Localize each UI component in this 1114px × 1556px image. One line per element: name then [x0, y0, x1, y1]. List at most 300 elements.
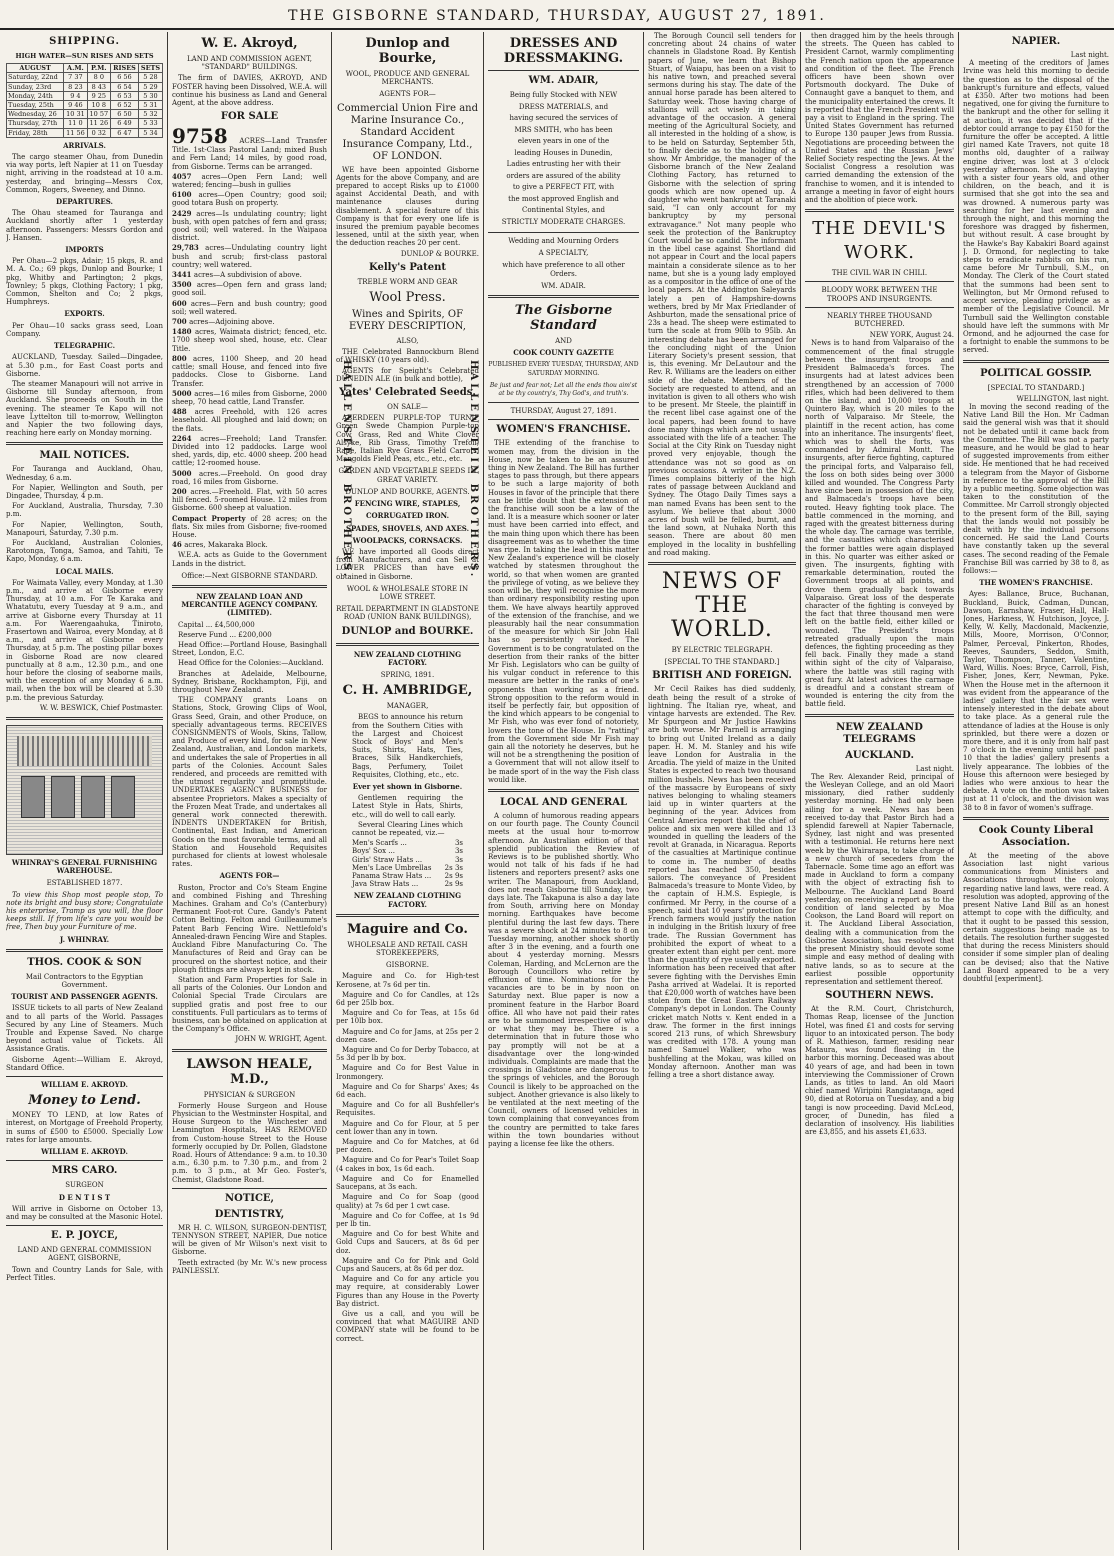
lawson-subheading: PHYSICIAN & SURGEON: [203, 1090, 296, 1099]
land-lot-acres: 9758: [172, 124, 240, 149]
akroyd-money-heading: WILLIAM E. AKROYD.: [41, 1080, 128, 1090]
land-lot: [172, 541, 327, 549]
nz-telegrams-heading: NEW ZEALAND TELEGRAMS: [836, 721, 923, 745]
tide-cell: Sunday, 23rd: [7, 82, 64, 91]
maguire-item: Maguire and Co for Derby Tobacco, at 5s 3d per lb by box.: [336, 1046, 479, 1063]
column-4: [488, 32, 639, 1550]
tide-cell: 8 0: [87, 73, 110, 82]
land-lot-acres: 29,783: [172, 243, 206, 253]
masthead: [0, 4, 1114, 30]
caro-dentist: D E N T I S T: [58, 1192, 111, 1202]
seeds-list: ABERDEEN PURPLE-TOP TURNIP Green Swede Champion Purple-top Cow Grass, Red and White Clover Alsyke, Rib Grass, Timothy Trefoil, Rape, Italian Rye Grass Field Carrots, Mangolds Field Peas, etc., etc., etc.: [336, 414, 479, 464]
land-lot: [172, 390, 327, 406]
dentistry-heading: DENTISTRY,: [214, 1208, 285, 1220]
clearing-price: 2s 3s: [444, 863, 463, 872]
land-lot-acres: 3500: [172, 280, 197, 290]
tide-row: [7, 101, 163, 110]
womens-franchise-vote-heading: THE WOMEN'S FRANCHISE.: [979, 578, 1093, 588]
land-lot-acres: 5000: [172, 468, 199, 478]
imports-heading: IMPORTS: [65, 245, 104, 255]
land-lot-acres: 5000: [172, 388, 195, 398]
local-general-heading: LOCAL AND GENERAL: [499, 796, 628, 808]
land-lot-acres: 700: [172, 317, 190, 327]
tide-cell: 5 33: [138, 119, 162, 128]
clearing-item: Men's Lace Umbrellas: [352, 863, 432, 872]
nzloan-heading: NEW ZEALAND LOAN AND MERCANTILE AGENCY COMPANY. (LIMITED).: [181, 591, 318, 618]
british-foreign-heading: BRITISH AND FOREIGN.: [652, 670, 792, 682]
mail-item: For Auckland, Australian Colonies, Rarotonga, Tonga, Samoa, and Tahiti, Te Kapo, Monday, 6 a.m.: [6, 538, 163, 564]
southern-news-heading: SOUTHERN NEWS.: [825, 990, 934, 1002]
wright-signature: JOHN W. WRIGHT, Agent.: [235, 1035, 327, 1044]
land-lot-acres: 4057: [172, 171, 202, 181]
dresses-heading: DRESSES AND DRESSMAKING.: [503, 36, 624, 66]
adair-lines: [488, 90, 639, 228]
column-rule: [643, 32, 644, 1550]
cook-text: ISSUE tickets to all parts of New Zealand and to all parts of the World. Passages Secured by any Line of Steamers. Much Trouble and Expense Saved. No charge beyond actual value of Tickets. All Assistance Gratis.: [6, 1004, 163, 1054]
womens-franchise-vote-text: Ayes: Ballance, Bruce, Buchanan, Buckland, Buick, Cadman, Duncan, Dawson, Earnshaw, Fraser, Hall, Hall-Jones, Harkness, W. Hutchison, Joyce, J. Kelly, W. Kelly, Macdonald, Mackenzie, Mills, Moore, Morrison, O'Connor, Palmer, Perceval, Pinkerton, Rhodes, Reeves, Saunders, Seddon, Smith, Taylor, Thompson, Tanner, Valentine, Ward, Willis. Noes: Bryce, Carroll, Fish, Fisher, Jones, Kerr, Newman, Pyke. When the House met in the afternoon it was evident from the appearance of the ladies' gallery that the fair sex were intensely interested in the debate about to take place. As a general rule the attendance of ladies at the House is only sprinkled, but there were a dozen or more there, and it is only from half past 7 o'clock in the evening until half past 10 that the ladies' gallery presents a lively appearance. The lobbies of the House this afternoon were besieged by ladies who were anxious to hear the debate. A vote on the motion was taken just at 11 o'clock, and the division was 38 to 8 in favor of women's suffrage.: [963, 590, 1109, 812]
political-gossip-heading: POLITICAL GOSSIP.: [980, 367, 1092, 379]
mail-notices-heading: MAIL NOTICES.: [39, 450, 130, 462]
telegraphic-text: AUCKLAND, Tuesday. Sailed—Dingadee, at 5.30 p.m., for East Coast ports and Gisborne.: [6, 353, 163, 378]
tide-cell: 10 8: [87, 101, 110, 110]
tide-cell: 9 4: [64, 91, 87, 100]
wool-store: WOOL & WHOLESALE STORE IN LOWE STREET.: [346, 584, 469, 601]
adair-line: to give a PERFECT FIT, with: [512, 183, 615, 191]
tide-header-cell: AUGUST: [7, 64, 64, 73]
land-lot-text: acres.—Freehold. On good dray road, 16 miles from Gisborne.: [172, 469, 327, 486]
land-lot-acres: 200: [172, 486, 191, 496]
whinray-warehouse-engraving: [6, 725, 163, 855]
clearing-line: [352, 847, 463, 855]
gossip-special: [SPECIAL TO STANDARD.]: [987, 383, 1085, 392]
maguire-heading: Maguire and Co.: [347, 921, 468, 937]
maguire-item: Maguire and Co for Best Value in Ironmongery.: [336, 1064, 479, 1081]
tide-cell: 5 31: [138, 101, 162, 110]
spades-heading: SPADES, SHOVELS, AND AXES.: [345, 523, 470, 533]
tide-cell: 0 32: [87, 128, 110, 137]
paper-and: AND: [555, 337, 572, 346]
tide-cell: 6 49: [111, 119, 139, 128]
land-lot: [172, 173, 327, 189]
nearly-heading: NEARLY THREE THOUSAND BUTCHERED.: [826, 311, 933, 329]
tide-cell: 11 0: [64, 119, 87, 128]
adair-line: STRICTLY MODERATE CHARGES.: [501, 217, 626, 226]
tide-cell: 6 47: [111, 128, 139, 137]
maguire-item: Maguire and Co for Candles, at 12s 6d per 25lb box.: [336, 990, 479, 1008]
tide-cell: 8 43: [87, 82, 110, 91]
cook-heading: THOS. COOK & SON: [27, 956, 142, 968]
tide-cell: 5 28: [138, 73, 162, 82]
tide-cell: 6 53: [111, 91, 139, 100]
tide-cell: 6 54: [111, 82, 139, 91]
auckland-text: The Rev. Alexander Reid, principal of the Wesleyan College, and an old Maori missionary, died rather suddenly yesterday morning. He had only been ailing for a week. News has been received to-day that Pastor Birch had a splendid farewell at Napier Tabernacle, Sydney, last night and was presented with a testimonial. He returns here next week by the Wairarapa, to take charge of a new church of seceders from the Tabernacle. Some time ago an effort was made in Auckland to form a company with the object of extracting fish to Melbourne. The Auckland Land Board yesterday, on receiving a report as to the condition of land selected by Moa Cookson, the Land Board will report on it. The Auckland Liberal Association, dealing with a communication from the Gisborne Association, has resolved that the present Ministry should devote some simple and easy method of dealing with native lands, so as to secure at the earliest possible opportunity representation and settlement thereof.: [805, 772, 954, 986]
nzloan-branches: Branches at Adelaide, Melbourne, Sydney, Brisbane, Rockhampton, Fiji, and throughout New Zealand.: [172, 669, 327, 694]
whinray-heading: WHINRAY'S GENERAL FURNISHING WAREHOUSE.: [11, 858, 158, 876]
devils-work-heading: THE DEVIL'S WORK.: [812, 218, 947, 264]
whinray-verse: To view this Shop most people stop, To note its bright and busy store; Congratulate his enterprise, Tramp as you will, the floor keeps still. If from life's care you would be free, Then buy your Furniture of me.: [6, 890, 163, 932]
woolpacks-text: WE have imported all Goods direct from Manufacturers, and can Sell at LOWER PRICES than have ever obtained in Gisborne.: [336, 547, 479, 581]
garden-seeds: GARDEN AND VEGETABLE SEEDS IN GREAT VARIETY.: [338, 467, 477, 484]
clearing-price: 3s: [454, 839, 463, 848]
mail-item: For Napier, Wellington and South, per Dingadee, Thursday, 4 p.m.: [6, 483, 163, 500]
auckland-lastnight: Last night.: [915, 764, 954, 773]
maguire-subheading: WHOLESALE AND RETAIL CASH STOREKEEPERS,: [347, 940, 468, 958]
tide-row: [7, 82, 163, 91]
chili-text: News is to hand from Valparaiso of the commencement of the final struggle between the insurgent troops and President Balmaceda's forces. The insurgents had at latest advices been strengthened by an accession of 7000 rifles, which had been delivered to them on the island, and 10,000 troops at Quintero Bay, which is 20 miles to the north of Valparaiso. Mr Steele, the plaintiff in the recent action, has come into an inheritance. The insurgents' fleet, which was to shell the forts, was commanded by Admiral Montt. The insurgents, after fierce fighting, captured the principal forts, and Valparaiso fell, the loss on both sides being over 3000 killed and wounded. The Congress Party have since been in possession of the city, and Balmaceda's troops have been routed. Heavy fighting took place. The battle commenced in the morning, and raged with the greatest bitterness during the whole day. The carnage was terrible, and the casualties which characterised the former battles were again displayed in this. No quarter was either asked or given. The insurgents, fighting with remarkable determination, routed the Government troops at all points, and drove them gradually back towards Valparaiso. Great loss of the desperate character of the fighting is conveyed by the fact that three thousand men were left on the battle field, either killed or wounded. The President's troops retreated gradually upon the main defences, the fighting proceeding as they fell back. Finally they made a stand within sight of the city of Valparaiso, where the battle was still raging with great fury. At latest advices the carnage is dreadful and a constant stream of wounded is entering the city from the battle field.: [805, 339, 954, 709]
land-lot-text: acres, 1100 Sheep, and 20 head cattle; small House, and fenced into five paddocks. Close to Gisborne. Land Transfer.: [172, 354, 327, 388]
hallenstein-vertical-left: HALLENSTEIN BROTHERS.: [341, 360, 352, 580]
bloody-work-heading: BLOODY WORK BETWEEN THE TROOPS AND INSURGENTS.: [821, 286, 938, 303]
tide-cell: 5 29: [138, 82, 162, 91]
tide-cell: 6 52: [111, 101, 139, 110]
land-lot-text: acres Freehold, with 126 acres leasehold. All ploughed and laid down; on the flats.: [172, 408, 327, 433]
napier-lastnight: Last night.: [1070, 51, 1109, 59]
maguire-item: Maguire and Co for Enamelled Saucepans, at 3s each.: [336, 1174, 479, 1192]
telegraphic-heading: TELEGRAPHIC.: [53, 341, 116, 351]
woolpress-heading: Wool Press.: [369, 290, 446, 306]
tide-row: [7, 110, 163, 119]
clearing-lines: [352, 839, 463, 888]
hallenstein-vertical-right: HALLENSTEIN BROTHERS.: [468, 360, 479, 580]
caro-heading: MRS CARO.: [51, 1165, 118, 1177]
dunlop-subheading: WOOL, PRODUCE AND GENERAL MERCHANTS.: [345, 70, 470, 87]
joyce-heading: E. P. JOYCE,: [51, 1230, 118, 1242]
nzclothing-heading: NEW ZEALAND CLOTHING FACTORY.: [353, 649, 462, 667]
insurance-text: WE have been appointed Gisborne Agents for the above Company, and are prepared to accept Risks up to £1000 against Accidental Death, and with maintenance clauses during disablement. A special feature of this Company is that for every one life is insured the premium payable becomes lessened, until at the sixth year, when the deduction reaches 20 per cent.: [336, 165, 479, 248]
land-lot-text: of 28 acres; on the flats. Six miles from Gisborne; five-roomed House.: [172, 514, 327, 539]
exports-text: Per Ohau—10 sacks grass seed, Loan Company.: [6, 321, 163, 338]
whinray-established: ESTABLISHED 1877.: [46, 879, 123, 888]
tide-cell: 10 31: [64, 110, 87, 119]
departures-heading: DEPARTURES.: [56, 197, 113, 207]
adair-line: the most approved English and: [508, 194, 619, 203]
ambridge-heading: C. H. AMBRIDGE,: [342, 683, 473, 699]
clearing-item: Java Straw Hats ...: [352, 880, 419, 889]
local-mails-text: For Waimata Valley, every Monday, at 1.30 p.m., and arrive at Gisborne every Thursday, at 10 a.m. For Te Karaka and Whatatutu, every Tuesday at 9 a.m., and arrive at Gisborne every Thursday at 11 a.m. For Waerengaahuka, Tiniroto, Frasertown and Wairoa, every Monday, at 8 a.m., and arrive at Gisborne every Thursday, at 5 p.m. The posting pillar boxes in Gisborne Road are now cleared punctually at 8 a.m., 12.30 p.m., and one hour before the closing of seaborne mails, with the exception of any Monday 6 a.m. mail, when the box will be cleared at 5.30 p.m. the previous Saturday.: [6, 578, 163, 702]
land-lot-acres: 800: [172, 353, 194, 363]
queen-text: then dragged him by the heels through the streets. The Queen has cabled to President Carnot, warmly complimenting the French nation upon the appearance and condition of the fleet. The French officers have been shown over Portsmouth dockyard. The Duke of Connaught gave a banquet to them, and the municipality entertained the crews. It is reported that the French President will pay a visit to England in the spring. The United States Government has returned to Europe 130 pauper Jews from Russia. Negotiations are proceeding between the United States and the Russian Jews' Relief Society respecting the Jews. At the Socialist Congress a resolution was carried demanding the extension of the franchise to women, and it is intended to arrange a meeting in favor of eight hours and the abolition of piece work.: [805, 32, 954, 205]
maguire-item: Maguire and Co. for High-test Kerosene, at 7s 6d per tin.: [336, 972, 479, 989]
land-lot: [172, 271, 327, 279]
clearing-price: 2s 9s: [444, 872, 463, 880]
adair-wedding: Wedding and Mourning Orders: [508, 237, 619, 245]
land-lot-acres: 488: [172, 407, 195, 417]
postmaster-signature: W. W. BESWICK, Chief Postmaster.: [39, 703, 163, 712]
nzloan-capital: Capital ... £4,500,000: [178, 620, 255, 629]
tide-cell: 11 26: [87, 119, 110, 128]
tide-cell: 6 56: [111, 73, 139, 82]
land-lot: [172, 328, 327, 353]
column-6: [805, 32, 954, 1550]
painless-text: Teeth extracted (by Mr. W.'s new process PAINLESSLY.: [172, 1258, 327, 1275]
joyce-subheading: LAND AND GENERAL COMMISSION AGENT, GISBORNE,: [17, 1246, 152, 1263]
adair-line: DRESS MATERIALS, and: [518, 102, 609, 111]
napier-text: A meeting of the creditors of James Irvine was held this morning to decide the question as to the disposal of the bankrupt's furniture and effects, valued at £350. After two motions had been negatived, one for giving the furniture to the bankrupt and the other for selling it at auction, it was decided that if the debtor could arrange to pay £150 for the furniture the offer be accepted. A little girl named Kate Travers, not quite 18 months old, daughter of a railway engine driver, was lost at 3 o'clock yesterday afternoon. She was playing with a sister four years old, and other children, on the beach, and it is surmised that she got into the sea and was drowned. A numerous party was searching for her last evening and through the night, and this morning the foreshore was dragged by fishermen, but without result. A case brought by the Hawke's Bay Kabakiri Board against J. D. Ormond, for neglecting to take steps to eradicate rabbits on his run, came before Mr Turnbull, S.M., on Monday. The Clerk of the Court stated that the summons had been sent to Wellington, but Mr Ormond refused to accept service, pleading privilege as a member of the Legislative Council. Mr Turnbull said the Wellington constable should have left the summons with Mr Ormond, and he adjourned the case for a fortnight to enable the summons to be served.: [963, 59, 1109, 355]
tide-cell: Tuesday, 25th: [7, 101, 64, 110]
every-yd-text: Ever yet shown in Gisborne.: [352, 781, 463, 791]
land-lot: [172, 470, 327, 486]
maguire-items: [336, 972, 479, 1308]
land-lot-text: acres, Makaraka Block.: [184, 541, 268, 550]
imports-text: Per Ohau—2 pkgs, Adair; 15 pkgs, R. and M. A. Co.; 69 pkgs, Dunlop and Bourke; 1 pkg, Whitby and Partington; 2 pkgs, Townley; 5 pkgs, Clothing Factory; 1 pkg, Common, Shelton and Co; 2 pkgs, Humphreys.: [6, 257, 163, 307]
adair-signature: WM. ADAIR.: [541, 281, 586, 290]
kelly-heading: Kelly's Patent: [368, 261, 447, 273]
maguire-item: Maguire and Co for Jams, at 25s per 2 dozen case.: [336, 1027, 479, 1044]
clearing-line: [352, 880, 463, 888]
adair-line: having secured the services of: [509, 114, 618, 122]
tide-cell: Friday, 28th: [7, 128, 64, 137]
maguire-item: Maguire and Co for Flour, at 5 per cent lower than any in town.: [336, 1119, 479, 1136]
civil-war-heading: THE CIVIL WAR IN CHILI.: [831, 269, 928, 278]
special-text: [SPECIAL TO THE STANDARD.]: [664, 658, 780, 667]
tide-header-cell: SETS: [138, 64, 162, 73]
cook-liberal-text: At the meeting of the above Association last night various communications from Ministers and Associations throughout the colony, regarding native land laws, were read. A resolution was adopted, approving of the present Native Land Bill as an honest attempt to cope with the difficulty, and that it ought to be passed this session, certain suggestions being made as to details. The resolution further suggested that during the recess Ministers should consider if some simpler plan of dealing can be devised; also that the Native Land Board appeared to be a very doubtful [experiment].: [963, 851, 1109, 983]
ambridge-text: BEGS to announce his return from the Southern Cities with the Largest and Choicest Stock of Boys' and Men's Suits, Shirts, Hats, Ties, Braces, Silk Handkerchiefs, Bags, Perfumery, Toilet Requisites, Clothing, etc., etc.: [352, 713, 463, 779]
tide-cell: 5 32: [138, 110, 162, 119]
tide-table: [6, 63, 163, 138]
notice-heading: NOTICE,: [224, 1192, 275, 1204]
land-lot: [172, 210, 327, 243]
clearing-line: [352, 872, 463, 880]
whisky-text: THE Celebrated Bannockburn Blend of WHISKY (10 years old).: [336, 348, 479, 365]
land-lot-text: acres—Freehold; Land Transfer. Divided into 12 paddocks. Large wool shed, yards, dip, etc. 4000 sheep. 200 head cattle; 12-roomed house.: [172, 434, 327, 468]
agents-text: Ruston, Proctor and Co's Steam Engine and combined Fishing and Threshing Machines. Graham and Co's (Canterbury) Permanent Foot-rot Cure. Gandy's Patent Cotton Belting. Felton and Guilleaumme's Patent Barb Fencing Wire. Nettlefold's Annealed-drawn Fencing Wire and Staples. Auckland Fibre Manufacturing Co. The Manufactures of Reid and Gray can be procured on the shortest notice, and their plough fittings are always kept in stock.: [172, 883, 327, 974]
land-lot-acres: 46: [172, 540, 185, 550]
cook-agent: Gisborne Agent:—William E. Akroyd, Standard Office.: [6, 1055, 163, 1072]
departures-text: The Ohau steamed for Tauranga and Auckland shortly after 1 yesterday afternoon. Passengers: Messrs Gordon and J. Hansen.: [6, 209, 163, 242]
land-lot-acres: 600: [172, 298, 191, 308]
mail-item: For Tauranga and Auckland, Ohau, Wednesday, 6 a.m.: [6, 465, 163, 482]
cook-liberal-heading: Cook County Liberal Association.: [978, 824, 1094, 848]
gentlemen-text: Gentlemen requiring the Latest Style in Hats, Shirts, etc., will do well to call early.: [352, 794, 463, 819]
tide-row: [7, 73, 163, 82]
land-lot-text: ACRES—Land Transfer Title. 1st-Class Pastoral Land; mixed Bush and Fern Land; 14 miles, by good road, from Gisborne. Terms can be arranged.: [172, 137, 327, 171]
tide-cell: 5 34: [138, 128, 162, 137]
maguire-item: Maguire and Co for any article you may require, at considerably Lower Figures than any House in the Poverty Bay district.: [336, 1275, 479, 1308]
adair-line: eleven years in one of the: [517, 137, 610, 145]
land-lot-text: acres—Undulating country light bush and scrub; first-class pastoral country; well watered.: [172, 244, 327, 269]
land-lot: [172, 435, 327, 468]
caro-subheading: SURGEON: [65, 1181, 104, 1190]
clearing-item: Boys' Sox ...: [352, 847, 395, 856]
nzloan-text: THE COMPANY grants Loans on Stations, Stock, Growing Clips of Wool, Grass Seed, Grain, and other Produce, on specially advantageous terms. RECEIVES CONSIGNMENTS of Wools, Skins, Tallow, and Produce of every kind, for sale in New Zealand, Australian, and London markets, and undertakes the sale of Properties in all parts of the Colonies. Account Sales rendered, and proceeds are remitted with the utmost regularity and promptitude. UNDERTAKES AGENCY BUSINESS for absentee Proprietors. Makes a specialty of the Frozen Meat Trade, and undertakes all general work connected therewith. INDENTS UNDERTAKEN for British, Continental, East Indian, and American Goods on the most favorable terms, and all Station and Household Requisites purchased for clients at lowest wholesale rates.: [172, 696, 327, 869]
land-lot-text: acres—Open Country; good soil; good totara Bush on property.: [172, 191, 327, 208]
land-lot-acres: 2429: [172, 208, 197, 218]
tide-cell: 9 46: [64, 101, 87, 110]
for-sale-heading: FOR SALE: [220, 111, 279, 123]
clearing-item: Panama Straw Hats ...: [352, 872, 432, 880]
wilson-text: MR H. C. WILSON, SURGEON-DENTIST, TENNYSON STREET, NAPIER, Due notice will be given of Mr Wilson's next visit to Gisborne.: [172, 1223, 327, 1257]
adair-line: orders are assured of the ability: [506, 171, 621, 180]
yates-heading: Yates' Celebrated Seeds.: [339, 387, 476, 399]
spring-text: SPRING, 1891.: [380, 670, 435, 679]
adair-specialty: A SPECIALTY,: [538, 249, 589, 258]
maguire-footer: Give us a call, and you will be convinced that what MAGUIRE AND COMPANY state will be found to be correct.: [336, 1309, 479, 1343]
exports-heading: EXPORTS.: [64, 309, 105, 319]
clearing-price: 2s 9s: [444, 880, 463, 889]
dunlop-heading: Dunlop and Bourke,: [365, 36, 450, 66]
clearing-line: [352, 864, 463, 872]
yates-agents-text: AGENTS for Speight's Celebrated DUNEDIN ALE (in bulk and bottle),: [336, 366, 479, 383]
arrivals-text: The cargo steamer Ohau, from Dunedin via way ports, left Napier at 11 on Tuesday night, arriving in the roadstead at 10 a.m. yesterday, and bringing—Messrs Cox, Common, Rogers, Sweeney, and Dinno.: [6, 153, 163, 194]
tide-title: HIGH WATER—SUN RISES AND SETS: [15, 52, 154, 60]
akroyd-money-signature: WILLIAM E. AKROYD.: [41, 1147, 128, 1157]
retail-dept: RETAIL DEPARTMENT IN GLADSTONE ROAD (UNION BANK BUILDINGS),: [336, 605, 479, 622]
clearing-item: Men's Scarfs ...: [352, 839, 407, 848]
clearing-line: [352, 856, 463, 864]
borough-text: The Borough Council sell tenders for concreting about 24 chains of water channels in Gladstone Road. By Kentish papers of June, we learn that Bishop Stuart, of Waiapu, has been on a visit to his native town, and preached several sermons during his stay. The date of the annual horse parade has been altered to Saturday week. Those having charge of stallions will act wisely in taking advantage of the occasion. A general meeting of the Agricultural Society, and all interested in the holding of a show, is to be held on Saturday, September 5th, to finally decide as to the holding of a show. Mr Ambridge, the manager of the Gisborne branch of the New Zealand Clothing Factory, has returned to Gisborne with the selection of spring goods which are now opened up. A daughter who went bankrupt at Taranaki said, "I can only account for my bankruptcy by my personal extravagance." Not many people who seek the protection of the Bankruptcy Court would be so candid. The informant in the libel case against Shortland did not appear in Court and the local papers maintain a considerate silence as to her name, but she is a young lady employed as a compositor in the office of one of the local papers. At the Addington Saleyards lately a pen of Hampshire-downs wethers, bred by Mr Max Friedlander of Ashburton, made the sensational price of 23s a head. The sheep were estimated to turn the scale at from 90lb to 95lb. An interesting debate has been arranged for the concluding night of the Union Literary Society's present session, that is, this evening. Mr DeLautour and the Rev. R. Williams are the leaders on either side of the debate. Members of the Society are requested to attend, and an invitation is given to all others who wish to be present. Mr Steele, the plaintiff in the recent libel case against one of the local papers, had been found to have done many things which are not usually associated with the life of a teacher. The Social at the City Rink on Tuesday night proved very enjoyable, though the attendance was not so good as on previous occasions. A writer in the N.Z. Times complains bitterly of the high rates of passage between Auckland and Sydney. The Otago Daily Times says a man named Evans has been sent to the asylum. We believe that about 3000 acres of bush will be felled, burnt, and the land sown, at Nuhaka North this season. There are about 80 men employed in the locality in bushfelling and road making.: [648, 32, 796, 557]
masthead-title: THE GISBORNE STANDARD, THURSDAY, AUGUST 27, 1891.: [288, 8, 826, 24]
column-7: [963, 32, 1109, 1550]
nzloan-colonies-office: Head Office for the Colonies:—Auckland.: [178, 659, 324, 668]
maguire-item: Maguire and Co for best White and Gold Cups and Saucers, at 8s 6d per doz.: [336, 1230, 479, 1255]
adair-line: Being fully Stocked with NEW: [509, 91, 618, 99]
land-lot: [172, 488, 327, 513]
land-lot-text: acres—Fern and bush country; good soil; well watered.: [172, 299, 327, 316]
treble-text: TREBLE WORM AND GEAR: [357, 277, 458, 286]
manapouri-text: The steamer Manapouri will not arrive in Gisborne till Sunday afternoon, from Auckland. She proceeds on South in the evening. The steamer Te Kapo will not leave Lyttelton till to-morrow, Wellington and Napier the two following days, reaching here early on Monday morning.: [6, 379, 163, 438]
column-3: [336, 32, 479, 1550]
gossip-text: In moving the second reading of the Native Land Bill the Hon. Mr Cadman said the general wish was that it should not be debated until it came back from the Committee. The Bill was not a party measure, and he would be glad to hear of suggested improvements from either side. He mentioned that he had received a telegram from the Mayor of Gisborne in reference to the approval of the Bill by a public meeting. Some objection was taken to the constitution of the Committee. Mr Carroll strongly objected to the present form of the Bill, saying that the lands would not possibly be dealt with by the individual persons concerned. He said the Land Courts have constantly taken up the several cases. The second reading of the Female Franchise Bill was carried by 38 to 8, as follows:—: [963, 402, 1109, 575]
clearing-price: 3s: [454, 847, 463, 856]
on-sale: ON SALE—: [387, 403, 428, 412]
tide-cell: Saturday, 22nd: [7, 73, 64, 82]
column-2: [172, 32, 327, 1550]
adair-line: MRS SMITH, who has been: [514, 125, 613, 134]
maguire-item: Maguire and Co for Sharps' Axes; 4s 6d each.: [336, 1082, 479, 1100]
land-lot-acres: 1480: [172, 327, 195, 337]
tide-cell: 11 56: [64, 128, 87, 137]
tide-cell: Wednesday, 26: [7, 110, 64, 119]
telegraph-text: BY ELECTRIC TELEGRAPH.: [671, 646, 773, 654]
land-lot: [172, 318, 327, 326]
tide-cell: 7 37: [64, 73, 87, 82]
dunlop-footer: DUNLOP and BOURKE.: [341, 625, 474, 637]
land-lot: [172, 244, 327, 269]
agents-for: AGENTS FOR—: [379, 90, 436, 99]
agents-heading: AGENTS FOR—: [219, 871, 280, 881]
clearing-item: Girls' Straw Hats ...: [352, 855, 423, 864]
tide-header-cell: RISES: [111, 64, 139, 73]
tide-cell: 9 25: [87, 91, 110, 100]
insurance-signature: DUNLOP & BOURKE.: [400, 249, 479, 258]
adair-line: Continental Styles, and: [522, 206, 605, 214]
land-lot: [172, 126, 327, 171]
wellington-dateline: WELLINGTON, last night.: [1016, 394, 1109, 403]
paper-subtitle: COOK COUNTY GAZETTE: [513, 348, 614, 358]
column-rule: [958, 32, 959, 1550]
womens-franchise-heading: WOMEN'S FRANCHISE.: [496, 424, 631, 436]
adair-heading: WM. ADAIR,: [528, 75, 599, 86]
maguire-item: Maguire and Co for Soap (good quality) at 7s 6d per 1 cwt case.: [336, 1193, 479, 1210]
tide-cell: 5 30: [138, 91, 162, 100]
tide-row: [7, 91, 163, 100]
nzloan-reserve: Reserve Fund ... £200,000: [178, 630, 272, 639]
wines-heading: Wines and Spirits, OF EVERY DESCRIPTION,: [349, 309, 466, 333]
southern-news-text: At the R.M. Court, Christchurch, Thomas Reap, licensee of the Junction Hotel, was fined £1 and costs for serving liquor to an intoxicated person. The body of R. Mathieson, farmer, residing near Mataura, was found floating in the harbor this morning. Deceased was about 40 years of age, and had been in town interviewing the Commissioner of Crown Lands, as titles to land. An old Maori chief named Wiripini Rangiatanga, aged 90, died at Rotorua on Tuesday, and a big tangi is now proceeding. David McLeod, grocer, of Dunedin, has filed a declaration of insolvency. His liabilities are £3,855, and his assets £1,633.: [805, 1005, 954, 1137]
land-lot-acres: Compact Property: [172, 513, 251, 523]
shipping-heading: SHIPPING.: [49, 36, 120, 47]
money-text: MONEY TO LEND, at low Rates of interest, on Mortgage of Freehold Property, in sums of £500 to £5000. Specially Low rates for large amounts.: [6, 1111, 163, 1144]
nzloan-head-office: Head Office:—Portland House, Basinghall Street, London, E.C.: [172, 640, 327, 658]
office-text: Office:—Next GISBORNE STANDARD.: [181, 571, 318, 580]
column-rule: [800, 32, 801, 1550]
cook-tourist: TOURIST AND PASSENGER AGENTS.: [11, 992, 158, 1002]
land-lot-text: acres—Open fern and grass land; good soil.: [172, 281, 327, 298]
land-lots-list: [172, 126, 327, 549]
land-lot-text: acres—16 miles from Gisborne, 2000 sheep, 70 head cattle, Land Transfer.: [172, 389, 327, 406]
clearing-text: Several Clearing Lines which cannot be repeated, viz.—: [352, 820, 463, 837]
land-lot-text: acres.—Freehold. Flat, with 50 acres hill fenced. 5-roomed House. 12 miles from Gisborne. 600 sheep at valuation.: [172, 487, 327, 513]
whinray-signature: J. WHINRAY.: [59, 934, 110, 944]
nzclothing-footer: NEW ZEALAND CLOTHING FACTORY.: [353, 891, 462, 909]
station-text: Station and Farm Properties for Sale in all parts of the Colonies. Our London and Colonial Special Trade Circulars are supplied gratis and post free to our constituents. Full particulars as to terms of business, can be obtained on application at the Company's Office.: [172, 975, 327, 1034]
tide-row: [7, 119, 163, 128]
maguire-item: Maguire and Co for Coffee, at 1s 9d per lb tin.: [336, 1211, 479, 1228]
column-rule: [331, 32, 332, 1550]
published-text: PUBLISHED EVERY TUESDAY, THURSDAY, AND SATURDAY MORNING.: [488, 361, 639, 377]
land-lot-text: acres—Is undulating country; light bush, with open patches of fern and grass; good soil; well watered. In the Waipaoa district.: [172, 209, 327, 243]
tide-cell: Monday, 24th: [7, 91, 64, 100]
insurance-heading: Commercial Union Fire and Marine Insurance Co., Standard Accident Insurance Company, Ltd., OF LONDON.: [337, 102, 478, 162]
column-rule: [483, 32, 484, 1550]
news-of-world-heading: NEWS OF THE WORLD.: [661, 569, 783, 642]
tide-cell: 10 57: [87, 110, 110, 119]
gisborne-text: GISBORNE.: [386, 961, 429, 970]
land-lot-text: acres—Open Fern Land; well watered; fencing—bush in gullies: [172, 172, 327, 190]
maguire-item: Maguire and Co for all Bushfeller's Requisites.: [336, 1101, 479, 1118]
iron-heading: CORRUGATED IRON.: [365, 511, 450, 521]
lawson-text: Formerly House Surgeon and House Physician to the Westminster Hospital, and House Surgeon to the Winchester and Leamington Hospitals, HAS REMOVED from Custom-house Street to the House formerly occupied by Dr. Pollen, Gladstone Road. Hours of Attendance: 9 a.m. to 10.30 a.m., 6.30 p.m. to 7.30 p.m., and from 2 p.m. to 3 p.m., at Mr Geo. Foster's, Chemist, Gladstone Road.: [172, 1101, 327, 1184]
also-text: ALSO,: [396, 337, 419, 346]
tide-cell: Thursday, 27th: [7, 119, 64, 128]
land-lot: [172, 191, 327, 207]
land-lot: [172, 515, 327, 540]
woolpacks-heading: WOOLPACKS, CORNSACKS.: [352, 535, 463, 545]
akroyd-text: The firm of DAVIES, AKROYD, AND FOSTER having been Dissolved, W.E.A. will continue his business as Land and General Agent, at the above address.: [172, 74, 327, 108]
tide-cell: 6 50: [111, 110, 139, 119]
maguire-item: Maguire and Co for Pink and Gold Cups and Saucers, at 8s 6d per doz.: [336, 1256, 479, 1273]
local-mails-heading: LOCAL MAILS.: [55, 566, 114, 576]
issue-date: THURSDAY, August 27, 1891.: [510, 407, 617, 416]
cook-subheading: Mail Contractors to the Egyptian Government.: [25, 972, 144, 990]
mail-item: For Napier, Wellington, South, Manapouri, Saturday, 7.30 p.m.: [6, 520, 163, 537]
land-lot-acres: 6100: [172, 190, 199, 200]
column-rule: [167, 32, 168, 1550]
land-lot: [172, 355, 327, 388]
british-foreign-text: Mr Cecil Raikes has died suddenly, death being the result of a stroke of lightning. The Italian rye, wheat, and vintage harvests are extended. The Rev. Mr Spurgeon and Mr Justice Hawkins are both worse. Mr Parnell is arranging to bring out United Ireland as a daily paper. H. M. M. Stanley and his wife leave London for Australia in the Arcadia. The yield of maize in the United States is expected to reach two thousand million bushels. News has been received of the massacre by Europeans of sixty natives belonging to whaling steamers laid up in winter quarters at the beginning of the year. Advices from Central America report that the chief of police and six men were killed and 13 wounded in quelling the leaders of the revolt at Granada, in Nicaragua. Reports of the casualties at Martinique continue to come in. The number of deaths reported has reached 350, besides sailors. The conveyance of President Balmaceda's treasure to Monte Video, by the captain of H.M.S. Espiegle, is confirmed. Mr Perry, in the course of a speech, said that 10 years' protection for French farmers would justify the nation in indulging in the British luxury of free trade. The Russian Government has prohibited the export of wheat to a greater extent than eight per cent. more than the quantity of rye usually exported. Information has been received that after severe fighting with the Dervishes Emin Pasha arrived at Wadelai. It is reported that £20,000 worth of watches have been stolen from the Great Eastern Railway Company's depot in London. The County cricket match Notts v. Kent ended in a draw. The former in the first innings scored 213 runs, of which Shrewsbury was credited with 178. A young man named Samuel Walker, who was bushfelling at the Mokau, was killed on Monday afternoon. Another man was felling a tree a short distance away.: [648, 685, 796, 1079]
manager-text: MANAGER,: [386, 702, 429, 711]
motto-text: Be just and fear not; Let all the ends thou aim'st at be thy country's, Thy God's, and truth's.: [489, 381, 638, 398]
adair-line: Ladies entrusting her with their: [506, 160, 621, 168]
paper-title: The Gisborne Standard: [514, 303, 613, 334]
newyork-dateline: NEW YORK, August 24.: [869, 331, 954, 340]
akroyd-heading: W. E. Akroyd,: [201, 36, 298, 51]
clearing-line: [352, 839, 463, 847]
maguire-item: Maguire and Co for Pear's Toilet Soap (4 cakes in box, 1s 6d each.: [336, 1156, 479, 1173]
land-lot-acres: 2264: [172, 433, 201, 443]
womens-franchise-text: THE extending of the franchise to women may, from the division in the House, now be taken to be an assured thing in New Zealand. The Bill has further stages to pass through, but there appears to be such a large majority of both Houses in favor of the principle that there can be little doubt that the extension of the franchise will soon be a law of the land. It is a measure which sooner or later must have been carried into effect, and the main thing upon which there has been disagreement was as to whether the time was ripe. In taking the lead in this matter New Zealand's experience will be closely watched by statesmen throughout the world, so that when women are granted the privilege of voting, as we believe they soon will be, they will recognise the more than ordinary responsibility resting upon them. We have always heartily approved of the extension of the franchise, and we pleasurably hail the near consummation of the measure for which Sir John Hall has so persistently worked. The Government is to be congratulated on the desertion from their ranks of the bitter Mr Fish. Legislators who can be guilty of his vulgar conduct in reference to this measure are better in the ranks of one's opponents than working as a friend. Strong opposition to the reform would in itself be perfectly fair, but opposition of the kind which appears to be congenial to Mr Fish, who was ever fond of notoriety, lowers the tone of the House. In "ratting" from the Government side Mr Fish may gain all the notoriety he deserves, but he will not be a strengthening the position of a Government that will not allow itself to be made sport of in the way the Fish class would like.: [488, 439, 639, 784]
adair-preference: which have preference to all other Orders.: [502, 261, 625, 278]
napier-heading: NAPIER.: [1011, 36, 1061, 47]
joyce-text: Town and Country Lands for Sale, with Perfect Titles.: [6, 1265, 163, 1282]
caro-text: Will arrive in Gisborne on October 13, and may be consulted at the Masonic Hotel.: [6, 1204, 163, 1221]
land-lot-acres: 3441: [172, 270, 194, 280]
auckland-heading: AUCKLAND.: [845, 749, 914, 761]
tide-header-cell: A.M.: [64, 64, 87, 73]
local-general-text: A column of humorous reading appears on our fourth page. The County Council meets at the usual hour to-morrow afternoon. An Australian edition of that splendid publication the Review of Reviews is to be published shortly. Who would not talk of his fads if he had listeners and reporters present? asks one writer. The Manapouri, from Auckland, does not reach Gisborne till Sunday, two days late. The Takapuna is also a day late from South, arriving here on Monday morning. Earthquakes have become plentiful during the last few days. There was a severe shock at 24 minutes to 8 on Tuesday morning, another shock shortly after 3 in the evening, and a fourth one about 4 yesterday morning. Messrs Coleman, Harding, and McLernon are the Borough Councillors who retire by effluxion of time. Nominations for the vacancies are to be in by noon on Saturday next. Blue paper is now a prominent feature in the Harbor Board office. All who have not paid their rates are to be summoned irrespective of who or what they may be. There is a determination that in future those who pay promptly will not be at a disadvantage over the long-winded individuals. Complaints are made that the crossings in Gladstone are dangerous to the springs of vehicles, and the Borough Council is likely to be approached on the subject. Another grievance is also likely to be ventilated at the next meeting of the Council, owners of licensed vehicles in town complaining that conveyances from the country are permitted to take fares within the town boundaries without paying a license fee like the others.: [488, 811, 639, 1149]
dunlop-agents: DUNLOP AND BOURKE, AGENTS.: [345, 487, 470, 496]
